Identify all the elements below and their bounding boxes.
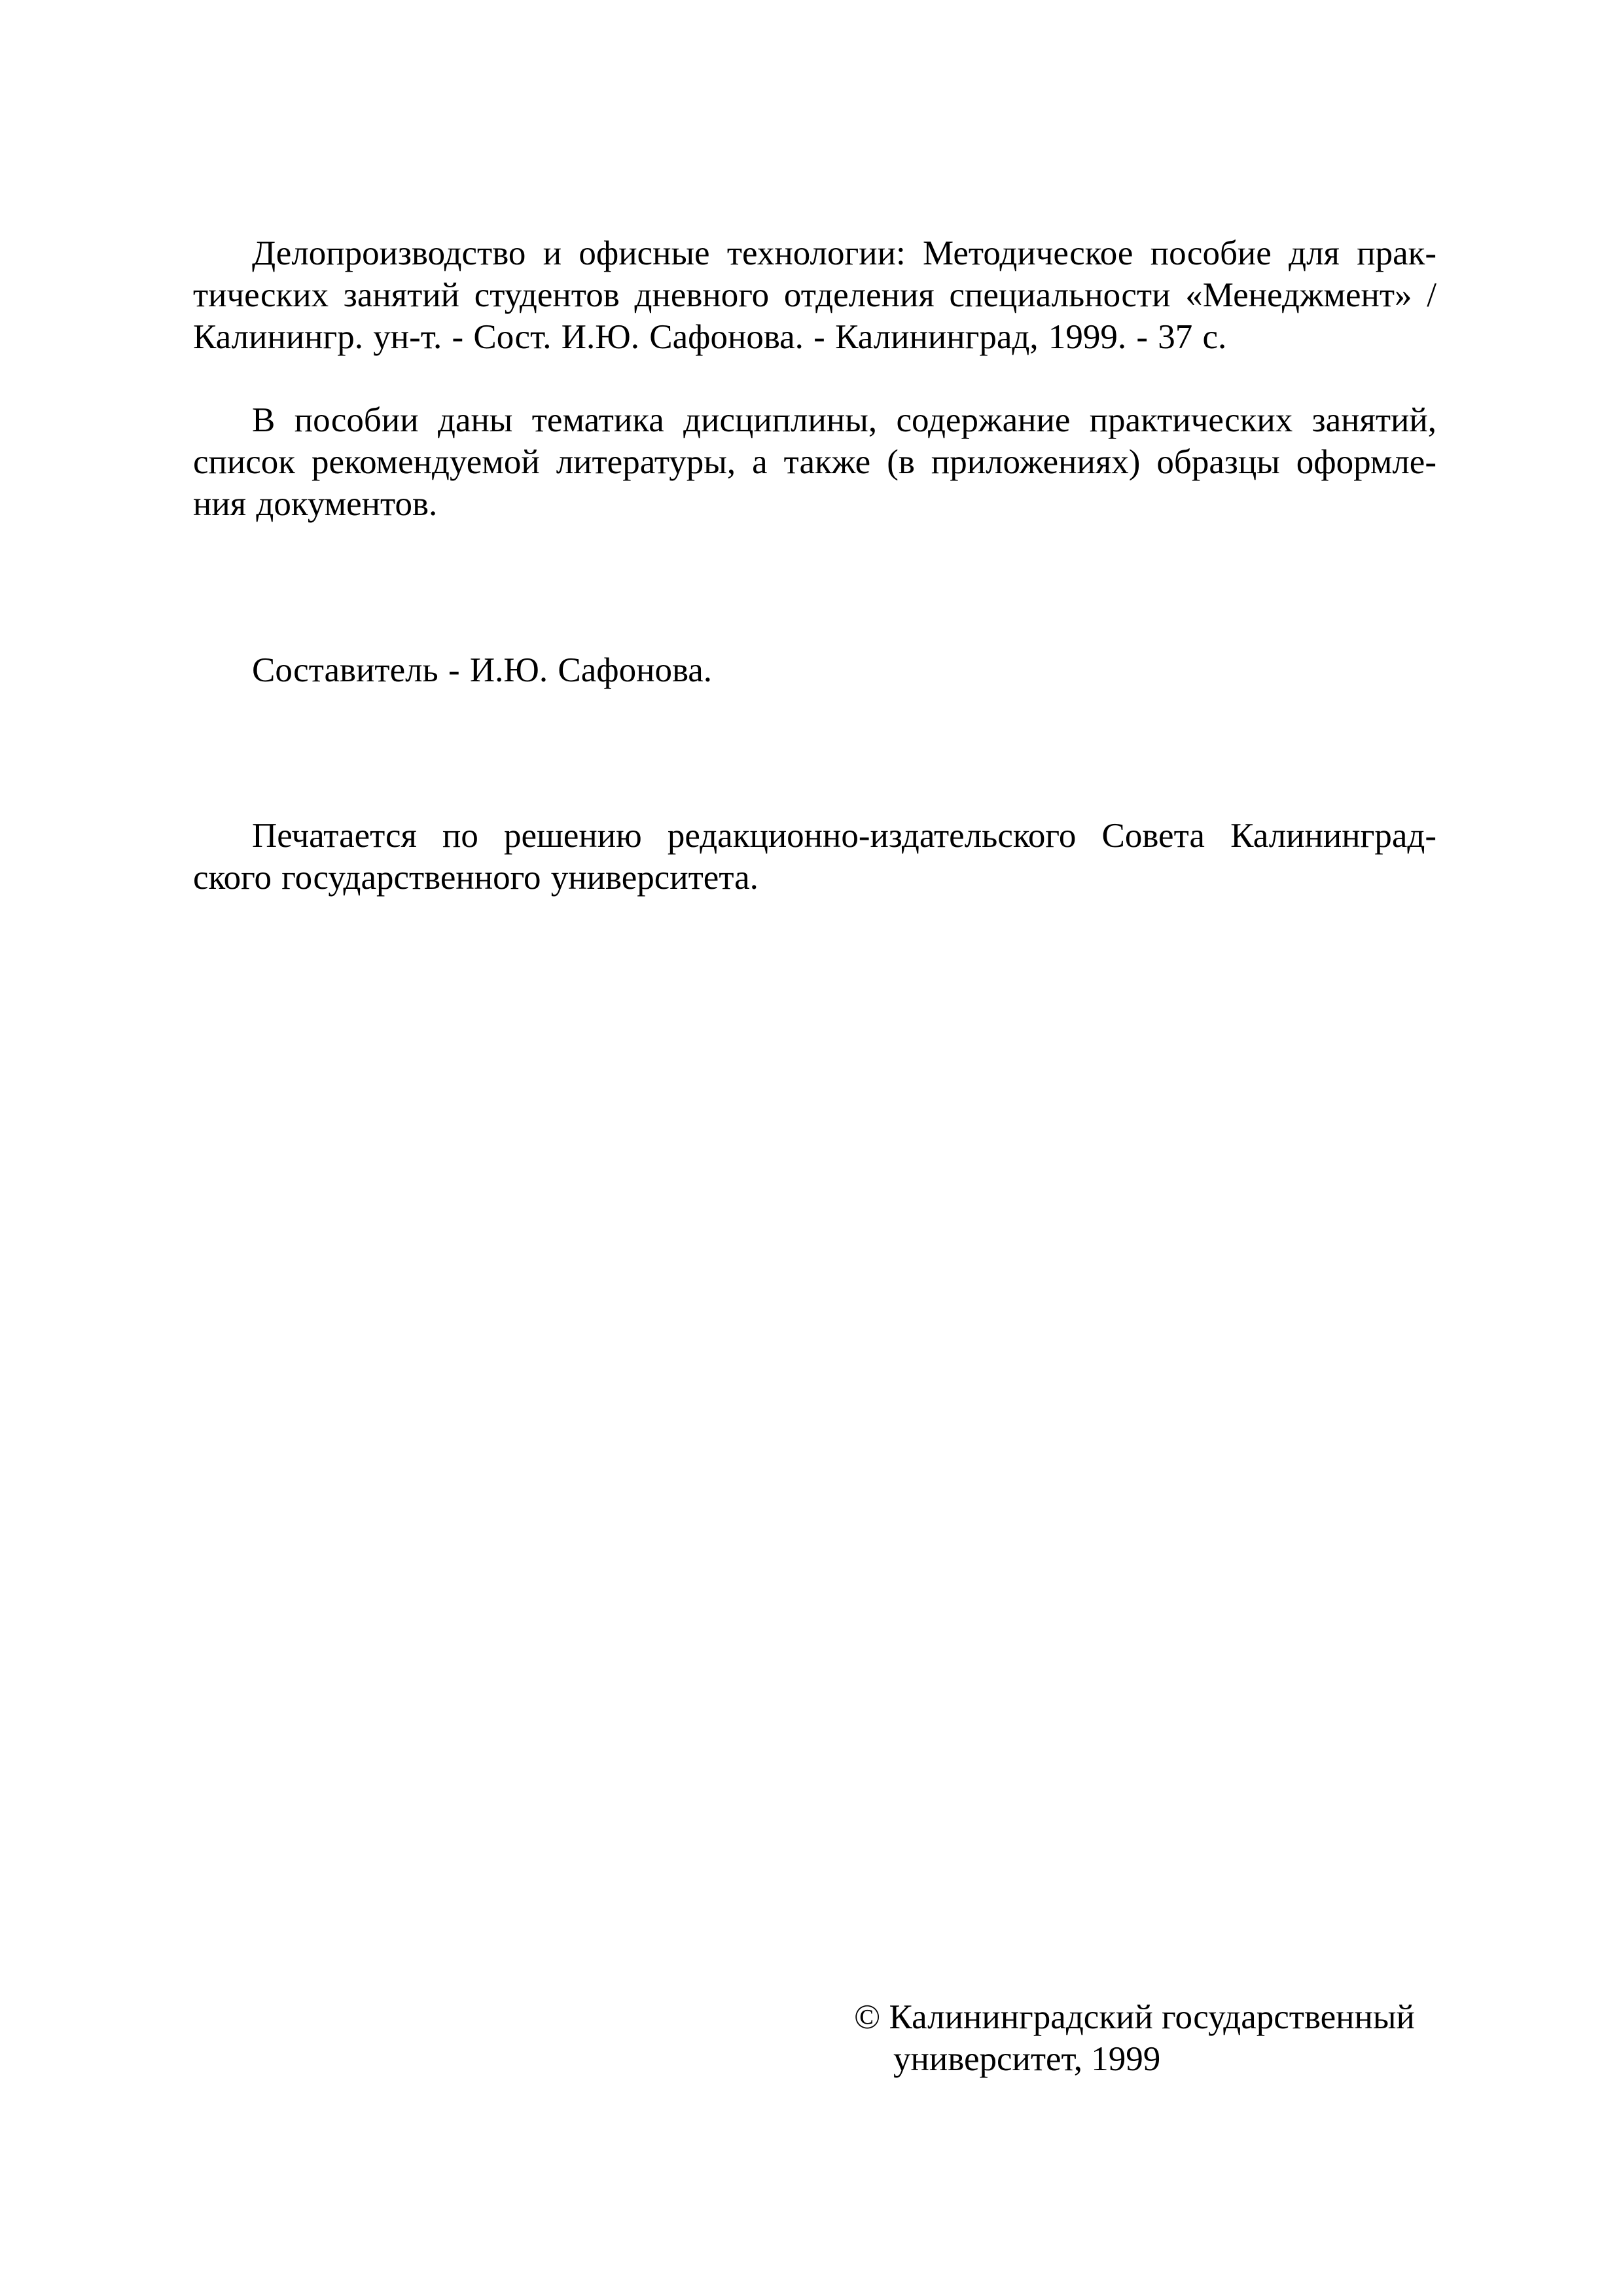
compiler-paragraph [193, 649, 1436, 691]
bibliographic-line-3: Калинингр. ун-т. - Сост. И.Ю. Сафонова. - Калининград, 1999. - 37 с. [193, 318, 1227, 356]
copyright-line-2: университет, 1999 [893, 2040, 1161, 2078]
bibliographic-line-2: тических занятий студентов дневного отделения специальности «Менеджмент» / [193, 276, 1436, 314]
abstract-line-3: ния документов. [193, 485, 438, 523]
abstract-line-2: список рекомендуемой литературы, а также (в приложениях) образцы оформле- [193, 443, 1436, 481]
approval-line-2: ского государственного университета. [193, 859, 758, 897]
approval-paragraph [193, 815, 1436, 899]
abstract-line-1: В пособии даны тематика дисциплины, содержание практических занятий, [252, 401, 1436, 439]
compiler-line: Составитель - И.Ю. Сафонова. [252, 651, 713, 689]
bibliographic-description [193, 232, 1436, 358]
abstract-paragraph [193, 399, 1436, 525]
copyright-notice [854, 1996, 1443, 2080]
approval-line-1: Печатается по решению редакционно-издательского Совета Калининград- [252, 817, 1436, 855]
copyright-line-1: © Калининградский государственный [854, 1998, 1415, 2036]
bibliographic-line-1: Делопроизводство и офисные технологии: Методическое пособие для прак- [252, 234, 1436, 272]
